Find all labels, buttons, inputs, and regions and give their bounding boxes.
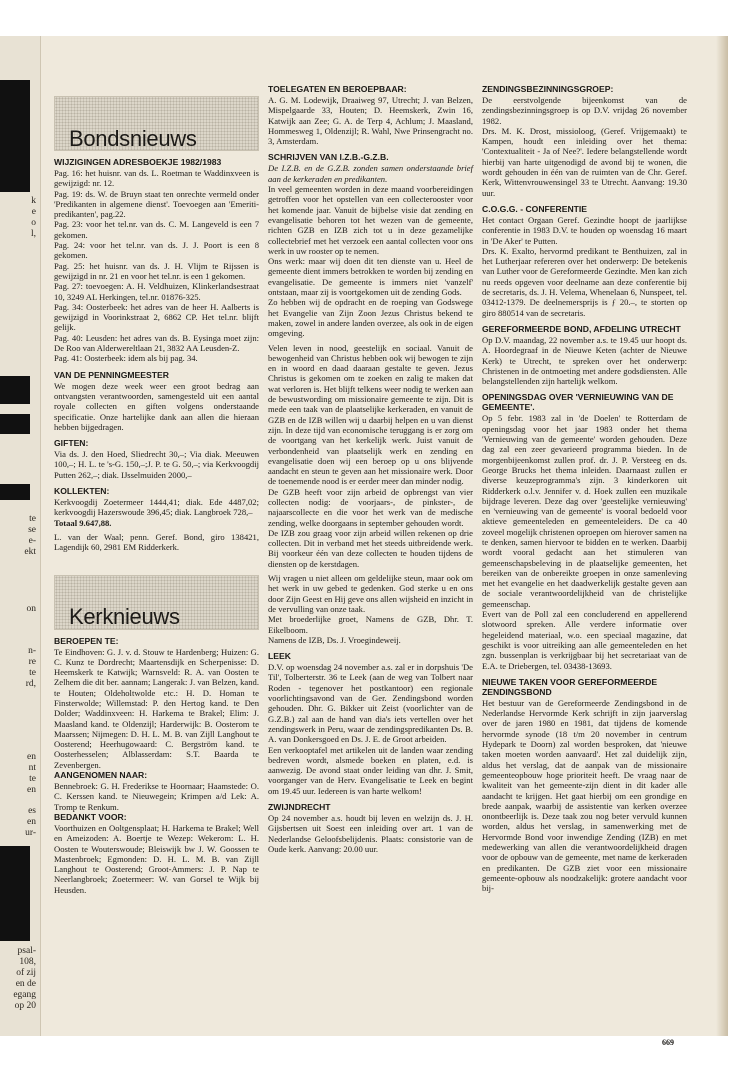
page-number: 669	[662, 1038, 674, 1047]
spine-word: e	[31, 207, 36, 217]
spine-word: 108,	[19, 957, 36, 967]
bondsnieuws-banner	[54, 96, 259, 151]
nieuwe-text: Het bestuur van de Gereformeerde Zendingsbond in de Nederlandse Hervormde Kerk schrijft in zijn jaarverslag over de jaren 1980 en 1981, dat tijdens de komende hervormde synode (18 t/m 20 november in centrum Hydepark te Doorn) zal worden besproken, dat 'nieuwe taken moeten worden aanvaard'. Het zal duidelijk zijn, aldus het verslag, dat de aanpak van de missionaire gemeenteopbouw hoge prioriteit heeft. De vraag naar de kwaliteit van het gemeente-zijn dient in dit kader alle aandacht te krijgen. Het gaat hierbij om een grondige en brede aanpak, waarbij de assistentie van kerken overzee onontbeerlijk is. Deze taak zou nog beter vervuld kunnen worden, aldus het verslag, in samenwerking met de Hervormde Bond voor inwendige Zending (IZB) en met medewerking van allen die verantwoordelijkheid dragen voor de opbouw van de gemeente, met name de kerkeraden en predikanten. De GZB ziet voor een missionaire gemeente-opbouw als noodzakelijk: grotere aandacht voor bij-	[482, 697, 687, 894]
black-block	[0, 846, 30, 941]
adres-line: Pag. 41: Oosterbeek: idem als bij pag. 34.	[54, 353, 198, 364]
section-heading: AANGENOMEN NAAR:	[54, 770, 148, 781]
leek-para: D.V. op woensdag 24 november a.s. zal er in dorpshuis 'De Til', Tolberterstr. 36 te Leek (aan de weg van Tolbert naar Roden - tegenover het postkantoor) een regionale voorlichtingsavond van de Ger. Zendingsbond worden gehouden. Dhr. G. Bikker uit Zeist (voorlichter van de G.Z.B.) zal aan de hand van dia's iets vertellen over het zendingswerk in Peru, waar de zendingspredikanten Ds. B. A. van Donkersgoed en Ds. J. E. de Groot arbeiden.	[268, 662, 473, 745]
toelegaten-text: A. G. M. Lodewijk, Draaiweg 97, Utrecht; J. van Belzen, Mispelgaarde 33, Houten; D. Heemskerk, Zwin 16, Katwijk aan Zee; G. A. de Terp 4, Achlum; J. Maasland, Hommesweg 1, Oldenzijl; R. Wahl, Nwe Prinsengracht no. 3, Amsterdam.	[268, 95, 473, 147]
spine-word: psal-	[17, 946, 36, 956]
schrijven-para: Wij vragen u niet alleen om geldelijke steun, maar ook om het werk in uw gebed te gedenken. God sterke u en ons door Zijn Geest en Hij geve ons allen wijsheid en inzicht in de vervulling van onze taak.	[268, 573, 473, 614]
section-heading: ZWIJNDRECHT	[268, 802, 331, 812]
section-heading: BEROEPEN TE:	[54, 635, 119, 646]
spine-word: te	[29, 668, 36, 678]
opening-para: Evert van de Poll zal een concluderend en appellerend slotwoord spreken. Alle verdere informatie over hegeleidend materiaal, w.o. een speciaal magazine, dat geschikt is voor uitreiking aan alle gemeenteleden en het zgn. bussenplan is verkrijgbaar bij het secretariaat van de E.A. te Driebergen, tel. 03438-13693.	[482, 609, 687, 671]
kollekten-total: Totaal 9.647,88.	[54, 517, 112, 528]
adres-line: Pag. 34: Oosterbeek: het adres van de heer H. Aalberts is gewijzigd in Voorinkstraat 2, 6862 CP. Het tel.nr. blijft gelijk.	[54, 301, 259, 333]
spine-word: n-	[28, 646, 36, 656]
zwijndrecht-text: Op 24 november a.s. houdt bij leven en welzijn ds. J. H. Gijsbertsen uit Soest een inleiding over art. 1 van de Nederlandse Geloofsbelijdenis. Plaats: consistorie van de Oude kerk. Aanvang: 20.00 uur.	[268, 813, 473, 854]
black-block	[0, 376, 30, 404]
cogg-para: Het contact Orgaan Geref. Gezindte hoopt de jaarlijkse conferentie in 1983 D.V. te houden op woensdag 16 maart in 'De Aker' te Putten.	[482, 214, 687, 246]
adres-line: Pag. 25: het huisnr. van ds. J. H. Vlijm te Rijssen is gewijzigd in nr. 21 en voor het tel.nr. is een 1 gekomen.	[54, 260, 259, 281]
beroepen-text: Te Eindhoven: G. J. v. d. Stouw te Hardenberg; Huizen: G. C. Kunz te Dordrecht; Maartensdijk en Scherpenisse: D. Heemskerk te Katwijk; Warnsveld: R. A. van Oosten te Zelhem die dit ber. aannam; Langerak: J. van Belzen, kand. te Houten; Oldeholtwolde etc.: H. D. Homan te Finsterwolde; Willemstad: P. den Hertog kand. te Den Dolder; Waddinxveen: H. Harkema te Brakel; Elim: J. Maasland kand. te Oldenzijl; Harderwijk: B. Oosterom te Maarssen; Nijmegen: D. H. L. M. B. van Zijll Langhout te Oosterend; Heerhugowaard: C. Bergström kand. te Oosterhesselen; Alblasserdam: S.T. Baarda te Zevenbergen.	[54, 646, 259, 770]
spine-word: re	[28, 657, 36, 667]
kerknieuws-title: Kerknieuws	[69, 604, 180, 630]
adres-line: Pag. 40: Leusden: het adres van ds. B. Eysinga moet zijn: De Roo van Alderwereltlaan 21, 3832 AA Leusden-Z.	[54, 332, 259, 354]
schrijven-para: In veel gemeenten worden in deze maand voorbereidingen getroffen voor het opstellen van een collecterooster voor het komende jaar. Vanuit de bijbelse visie dat zending en evangelisatie behoren tot het wezen van de gemeente, richten GZB en IZB zich tot u in deze gezamelijke collectebrief met het verzoek een aantal collecten voor ons werk in uw rooster op te nemen.	[268, 184, 473, 256]
section-heading: TOELEGATEN EN BEROEPBAAR:	[268, 84, 407, 94]
giften-text: Via ds. J. den Hoed, Sliedrecht 30,–; Via diak. Meeuwen 100,–; H. L. te 's-G. 150,–;J. P. te G. 50,–; via Kerkvoogdij Putten 262,–; diak. IJsselmuiden 2000,–	[54, 449, 259, 480]
column-3	[482, 84, 687, 897]
section-heading: C.O.G.G. - CONFERENTIE	[482, 203, 588, 214]
spine-word: op 20	[14, 1001, 36, 1011]
spine-word: o	[31, 218, 36, 228]
schrijven-para: De GZB heeft voor zijn arbeid de opbrengst van vier collecten nodig: de voorjaars-, de pinkster-, de najaarscollecte en die voor het werk van de medische zending, welke doorgaans in september gehouden wordt.	[268, 486, 473, 528]
spine-word: en	[27, 785, 36, 795]
cogg-para: Drs. K. Exalto, hervormd predikant te Benthuizen, zal in het Lutherjaar refereren over het onderwerp: De betekenis van Luther voor de Gereformeerde Gezindte. Men kan zich nu reeds opgeven voor deelname aan deze conferentie bij de secretaris, ds. J. H. Velema, Whenelaan 6, Nunspeet, tel. 03412-1379. De deelnemersprijs is ƒ 20.–, te storten op giro 880514 van de secretaris.	[482, 245, 687, 318]
section-heading: WIJZIGINGEN ADRESBOEKJE 1982/1983	[54, 157, 222, 167]
schrijven-para: Namens de IZB, Ds. J. Vroegindeweij.	[268, 634, 401, 645]
spine-word: te	[29, 774, 36, 784]
adres-line: Pag. 16: het huisnr. van ds. L. Roetman te Waddinxveen is gewijzigd: nr. 12.	[54, 168, 259, 189]
spine-word: ur-	[25, 828, 36, 838]
section-heading: LEEK	[268, 651, 291, 662]
page-edge-shadow	[716, 36, 728, 1036]
column-1	[54, 96, 259, 899]
spine-word: en	[27, 817, 36, 827]
adres-line: Pag. 27: toevoegen: A. H. Veldhuizen, Klinkerlandsestraat 10, 3249 AL Herkingen, tel.nr. 01876-325.	[54, 281, 259, 302]
opening-para: Op 5 febr. 1983 zal in 'de Doelen' te Rotterdam de openingsdag voor het jaar 1983 onder het thema 'Vernieuwing van de gemeente' worden gehouden. Deze dag zal een zeer gevarieerd programma bieden. In de morgenbijeenkomst zullen prof. dr. J. P. Versteeg en ds. George Brucks het thema inleiden. Daarnaast zullen er diverse keuzeprogramma's zijn. 3 kinderkoren uit Ridderkerk o.l.v. Jennifer v. d. Hoek zullen een muzikale bijdrage leveren. Deze dag over 'geestelijke vernieuwing' en 'vernieuwing van de gemeente' is vooral bedoeld voor aktieve gemeenteleden en gemeenteleiders. De ca 40 zoveel mogelijk christenen oproepen om hierover samen na te denken, samen hiervoor te bidden en te werken. Daarbij wordt vooral gedacht aan het stimuleren van gemeenschapsbeleving in de plaatselijke gemeenten, het bereiken van de onbereikte groepen in onze samenleving met het evangelie en het daadwerkelijk gestalte geven aan de sociale verantwoordelijkheid van de christelijke gemeenschap.	[482, 413, 687, 609]
leek-para: Een verkooptafel met artikelen uit de landen waar zending bedreven wordt, alsmede boeken en platen, e.d. is aanwezig. De avond staat onder leiding van dhr. J. Smit, voorganger van de Herv. Evangelisatie te Leek en begint om 19.45 uur. Iedereen is van harte welkom!	[268, 744, 473, 796]
black-block	[0, 414, 30, 434]
adres-line: Pag. 19: ds. W. de Bruyn staat ten onrechte vermeld onder 'Predikanten in algemene dienst'. Toevoegen aan 'Emeriti-predikanten', pag.22.	[54, 188, 259, 220]
schrijven-para: Ons werk: maar wij doen dit ten dienste van u. Heel de gemeente dient immers betrokken te worden bij zending en evangelisatie. De gemeente is immers niet 'vanzelf' ontstaan, maar zij is voortgekomen uit de zending Gods.	[268, 256, 473, 298]
section-heading: OPENINGSDAG OVER 'VERNIEUWING VAN DE GEMEENTE'.	[482, 392, 674, 413]
section-heading: BEDANKT VOOR:	[54, 811, 127, 822]
section-heading: NIEUWE TAKEN VOOR GEREFORMEERDE ZENDINGSBOND	[482, 676, 658, 697]
schrijven-para: Zo hebben wij de opdracht en de roeping van Godswege het Evangelie van Zijn Zoon Jezus Christus bekend te maken, zowel in andere landen overzee, als ook in de eigen omgeving.	[268, 297, 473, 339]
spine-word: k	[31, 196, 36, 206]
spine-word: on	[26, 604, 36, 614]
bond-text: Op D.V. maandag, 22 november a.s. te 19.45 uur hoopt ds. A. Hoordegraaf in de Nieuwe Keten (achter de Nieuwe Kerk) te Utrecht, te spreken over het onderwerp: Christenen in de ontmoeting met andere godsdiensten. Alle belangstellenden zijn hartelijk welkom.	[482, 334, 687, 387]
bezinning-para: De eerstvolgende bijeenkomst van de zendingsbezinningsgroep is op D.V. vrijdag 26 november 1982.	[482, 95, 687, 126]
kollekten-text: Kerkvoogdij Zoetermeer 1444,41; diak. Ede 4487,02; kerkvoogdij Hazerswoude 396,45; diak. Langbroek 728,–	[54, 497, 259, 518]
schrijven-para: Met broederlijke groet, Namens de GZB, Dhr. T. Eikelboom.	[268, 614, 473, 635]
column-2	[268, 84, 473, 858]
black-block	[0, 80, 30, 192]
adres-line: Pag. 24: voor het tel.nr. van ds. J. J. Poort is een 8 gekomen.	[54, 240, 259, 261]
spine-word: e-	[28, 536, 36, 546]
black-block	[0, 484, 30, 500]
section-heading: GEREFORMEERDE BOND, AFDELING UTRECHT	[482, 323, 681, 334]
spine-word: nt	[28, 763, 36, 773]
spine-word: l,	[30, 229, 36, 239]
spine-word: se	[28, 525, 36, 535]
spine-word: es	[28, 806, 36, 816]
penningmeester-signoff: L. van der Waal; penn. Geref. Bond, giro 138421, Lagendijk 60, 2981 EM Ridderkerk.	[54, 531, 259, 553]
spine-word: rd,	[25, 679, 36, 689]
spine-word: egang	[13, 990, 36, 1000]
spine-word: ekt	[24, 547, 36, 557]
section-heading: VAN DE PENNINGMEESTER	[54, 369, 169, 380]
section-heading: ZENDINGSBEZINNINGSGROEP:	[482, 84, 614, 94]
section-heading: SCHRIJVEN VAN I.Z.B.-G.Z.B.	[268, 152, 389, 163]
aangenomen-text: Bennebroek: G. H. Frederikse te Hoornaar; Haamstede: O. C. Kerssen kand. te Nieuwegein; Krimpen a/d Lek: A. Tromp te Renkum.	[54, 781, 259, 812]
schrijven-para: Velen leven in nood, geestelijk en sociaal. Vanuit de bewogenheid van Christus hebben ook wij bewogen te zijn en in woord en daad daaraan gestalte te geven. Jezus Christus is gekomen om te zoeken en zalig te maken dat wat verloren is. Het blijft telkens weer nodig te werken aan de bewustwording om missionaire gemeente te zijn. Dit is mede een taak van de plaatselijke kerkeraden, en vanuit de GZB en de IZB willen wij u daarbij helpen en u van dienst zijn. In deze tijd van economische teruggang is er zorg om de voortgang van het kerkelijk werk. Juist vanuit de verbondenheid van plaatselijk werk en zending en evangelisatie doen wij een beroep op u ons blijvende aandacht en steun te geven aan het missionaire werk. Door de toenemende nood is er eerder meer dan minder nodig.	[268, 342, 473, 487]
penning-text: We mogen deze week weer een groot bedrag aan ontvangsten verantwoorden, samengesteld uit een aantal royale collecten en giften volgens onderstaande specificatie. Onze hartelijke dank aan allen die hieraan hebben bijgedragen.	[54, 380, 259, 432]
bondsnieuws-title: Bondsnieuws	[69, 125, 197, 151]
newspaper-page	[0, 36, 728, 1047]
bedankt-text: Voorthuizen en Ooltgensplaat; H. Harkema te Brakel; Well en Ameizoden: A. Boertje te Wezep: Wekerom: L. H. Oosten te Wouterswoude; Bleiswijk bw J. W. Goossen te Mastenbroek; Egmonden: D. H. L. M. B. van Zijll Langhout te Oosterend; Groot-Ammers: J. P. Nap te Neerlangbroek; Zoetermeer: W. van Gorsel te Wijk bij Heusden.	[54, 822, 259, 895]
spine-word: te	[29, 514, 36, 524]
section-heading: GIFTEN:	[54, 438, 89, 449]
adjacent-page-edge	[0, 36, 41, 1036]
spine-word: of zij	[16, 968, 36, 978]
bezinning-para: Drs. M. K. Drost, missioloog, (Geref. Vrijgemaakt) te Kampen, houdt een inleiding over het thema: 'Contextualiteit - Ja of Nee?'. Iedere belangstellende wordt hierbij van harte uitgenodigd de avond bij te wonen, die wordt gehouden in één van de ruimten van de Chr. Geref. Kerk, Wittenvrouwensingel 33 te Utrecht. Aanvang: 19.30 uur.	[482, 125, 687, 198]
kerknieuws-banner	[54, 575, 259, 630]
adres-line: Pag. 23: voor het tel.nr. van ds. C. M. Langeveld is een 7 gekomen.	[54, 219, 259, 240]
section-heading: KOLLEKTEN:	[54, 486, 110, 497]
schrijven-para: De IZB zou graag voor zijn arbeid willen rekenen op drie collecten. Dit in verband met het steeds uitbreidende werk. Bij voorkeur één van deze collecten te houden tijdens de diensten op de kerstdagen.	[268, 527, 473, 569]
spine-word: en	[27, 752, 36, 762]
schrijven-lead: De I.Z.B. en de G.Z.B. zonden samen onderstaande brief aan de kerkeraden en predikanten.	[268, 163, 473, 184]
spine-word: en de	[15, 979, 36, 989]
